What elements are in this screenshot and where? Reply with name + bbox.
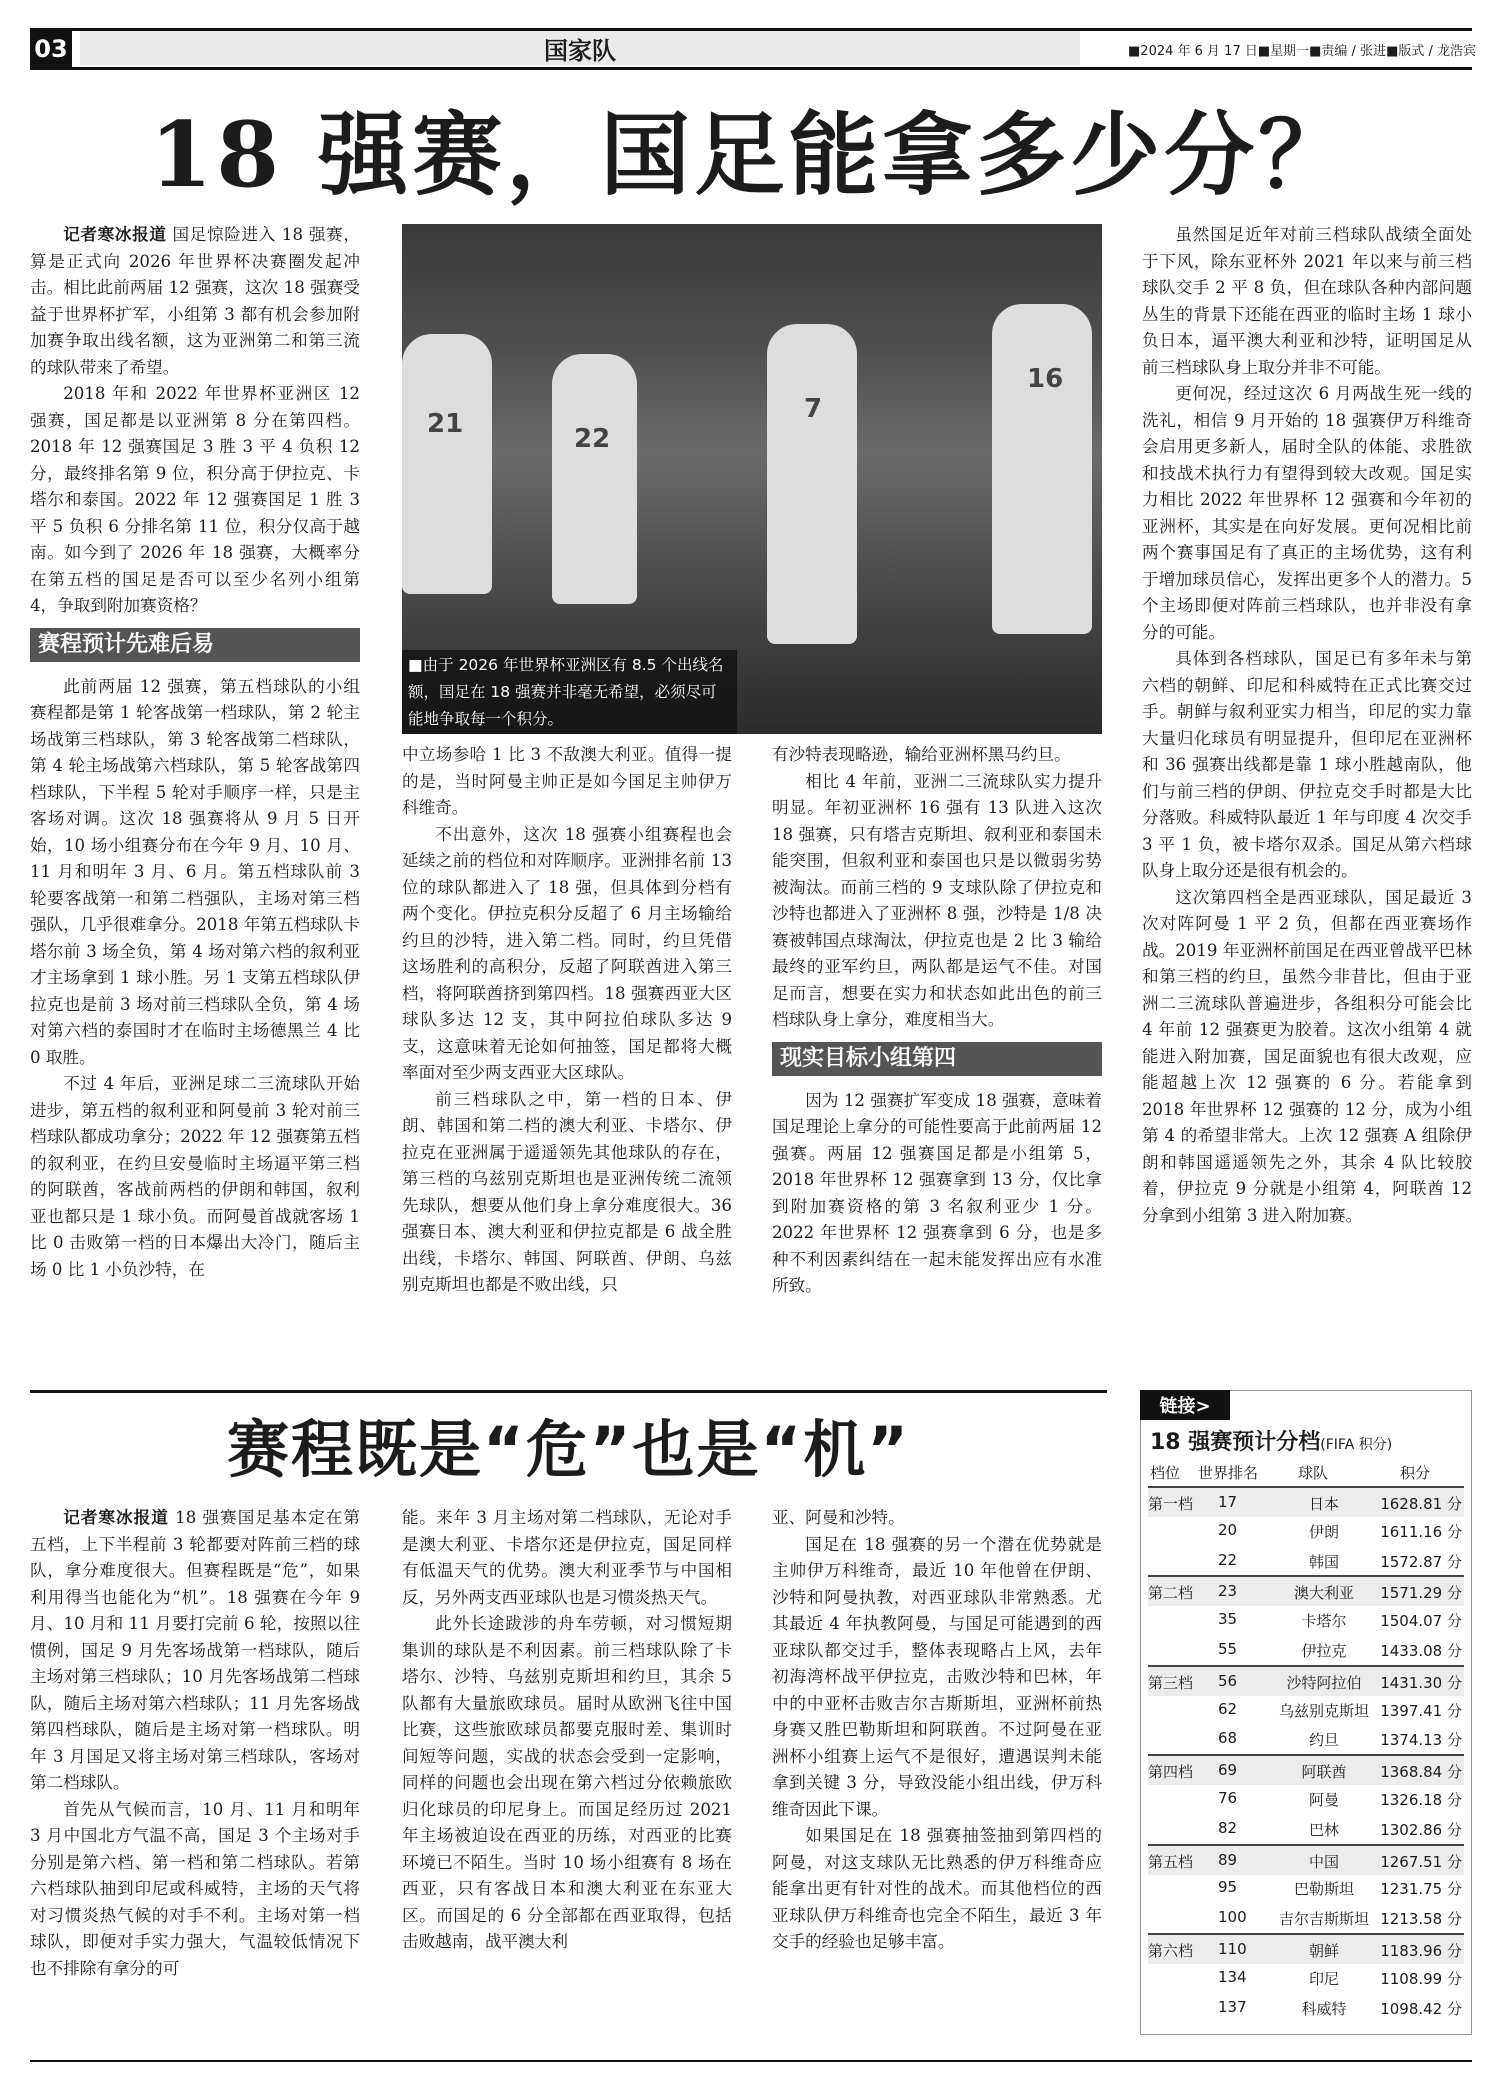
- page-number: 03: [30, 28, 72, 70]
- cell-points: 1368.84 分: [1380, 1763, 1462, 1782]
- jersey-number: 21: [427, 409, 464, 439]
- cell-rank: 137: [1218, 1997, 1247, 2016]
- cell-rank: 95: [1218, 1878, 1238, 1897]
- cell-team: 伊拉克: [1301, 1642, 1347, 1660]
- cell-tier: 第三档: [1148, 1673, 1194, 1692]
- table-row: [1148, 1665, 1464, 1696]
- table-row: [1148, 1903, 1464, 1932]
- paragraph: [772, 1532, 1102, 1824]
- paragraph-text: 2018 年和 2022 年世界杯亚洲区 12 强赛，国足都是以亚洲第 8 分在第四档。2018 年 12 强赛国足 3 胜 3 平 4 负积 12 分，最终排名第 9 位，积分高于伊拉克、卡塔尔和泰国。2022 年 12 强赛国足 1 胜 3 平 5 负积 6 分排名第 11 位，积分仅高于越南。如今到了 2026 年 18 强赛，大概率分在第五档的国足是否可以至少名列小组第 4，争取到附加赛资格？: [30, 384, 360, 615]
- paragraph: [772, 1505, 1102, 1532]
- article1-column-1: [30, 222, 360, 1382]
- table-row: [1148, 1486, 1464, 1517]
- table-header: [1150, 1462, 1462, 1488]
- sidebar-tag: 链接>: [1140, 1390, 1230, 1420]
- paragraph: [402, 1611, 732, 1956]
- cell-team: 韩国: [1308, 1552, 1339, 1571]
- table-row: [1148, 1635, 1464, 1664]
- paragraph-text: 18 强赛国足基本定在第五档，上下半程前 3 轮都要对阵前三档的球队，拿分难度很大。但赛程既是“危”，如果利用得当也能化为“机”。18 强赛在今年 9 月、10 月和 11 月要打完前 6 轮，按照以往惯例，国足 9 月先客场战第一档球队，随后主场对第三档球队；10 月先客场战第二档球队，随后主场对第六档球队；11 月先客场战第四档球队，随后是主场对第一档球队。明年 3 月国足又将主场对第三档球队，客场对第二档球队。: [30, 1508, 360, 1792]
- article2-column-2: [402, 1505, 732, 2050]
- cell-tier: 第二档: [1148, 1584, 1194, 1603]
- cell-tier: 第四档: [1148, 1763, 1194, 1782]
- paragraph: [402, 1087, 732, 1299]
- paragraph-text: 亚、阿曼和沙特。: [772, 1508, 905, 1527]
- article2-column-3: [772, 1505, 1102, 2050]
- paragraph-text: 相比 4 年前，亚洲二三流球队实力提升明显。年初亚洲杯 16 强有 13 队进入这次 18 强赛，只有塔吉克斯坦、叙利亚和泰国未能突围，但叙利亚和泰国也只是以微弱劣势被淘汰。而前三档的 9 支球队除了伊拉克和沙特也都进入了亚洲杯 8 强，沙特是 1/8 决赛被韩国点球淘汰，伊拉克也是 2 比 3 输给最终的亚军约旦，两队都是运气不佳。对国足而言，想要在实力和状态如此出色的前三档球队身上拿分，难度相当大。: [772, 771, 1102, 1029]
- paragraph: [30, 222, 360, 381]
- paragraph: [772, 1823, 1102, 1956]
- paragraph-text: 此外长途跋涉的舟车劳顿，对习惯短期集训的球队是不利因素。前三档球队除了卡塔尔、沙特、乌兹别克斯坦和约旦，其余 5 队都有大量旅欧球员。届时从欧洲飞往中国比赛，这些旅欧球员都要克服时差、集训时间短等问题，实战的状态会受到一定影响，同样的问题也会出现在第六档过分依赖旅欧归化球员的印尼身上。而国足经历过 2021 年主场被迫设在西亚的历练，对西亚的比赛环境已不陌生。当时 10 场小组赛有 8 场在西亚，只有客战日本和澳大利亚在东亚大区。而国足的 6 分全部都在西亚取得，包括击败越南，战平澳大利: [402, 1614, 732, 1951]
- player-figure: [767, 324, 857, 644]
- cell-rank: 82: [1218, 1818, 1238, 1837]
- paragraph: [30, 674, 360, 1072]
- paragraph-text: 有沙特表现略逊，输给亚洲杯黑马约旦。: [772, 745, 1071, 764]
- cell-rank: 68: [1218, 1729, 1238, 1748]
- cell-rank: 134: [1218, 1967, 1247, 1986]
- table-row: [1148, 1844, 1464, 1875]
- table-body: [1148, 1486, 1464, 2026]
- cell-team: 日本: [1308, 1495, 1339, 1513]
- cell-team: 吉尔吉斯斯坦: [1278, 1910, 1369, 1929]
- table-row: [1148, 1754, 1464, 1785]
- cell-team: 沙特阿拉伯: [1286, 1673, 1362, 1692]
- bottom-rule: [30, 2060, 1472, 2062]
- subheading: 现实目标小组第四: [772, 1042, 1102, 1076]
- table-row: [1148, 1516, 1464, 1545]
- paragraph: [30, 1797, 360, 1983]
- cell-rank: 22: [1218, 1550, 1238, 1569]
- cell-points: 1397.41 分: [1380, 1701, 1462, 1720]
- cell-points: 1433.08 分: [1380, 1642, 1462, 1660]
- paragraph: [402, 1505, 732, 1611]
- paragraph: [1142, 381, 1472, 646]
- byline: 记者寒冰报道: [63, 225, 167, 244]
- paragraph-text: 不出意外，这次 18 强赛小组赛程也会延续之前的档位和对阵顺序。亚洲排名前 13 位的球队都进入了 18 强，但具体到分档有两个变化。伊拉克积分反超了 6 月主场输给约旦的沙特，进入第二档。同时，约旦凭借这场胜利的高积分，反超了阿联酋进入第三档，将阿联酋挤到第四档。18 强赛西亚大区球队多达 12 支，其中阿拉伯球队多达 9 支，这意味着无论如何抽签，国足都将大概率面对至少两支西亚大区球队。: [402, 824, 732, 1082]
- paragraph: [1142, 222, 1472, 381]
- byline: 记者寒冰报道: [63, 1508, 169, 1527]
- cell-team: 科威特: [1301, 1999, 1347, 2018]
- paragraph-text: 虽然国足近年对前三档球队战绩全面处于下风，除东亚杯外 2021 年以来与前三档球队交手 2 平 8 负，但在球队各种内部问题丛生的背景下还能在西亚的临时主场 1 球小负日本，逼平澳大利亚和沙特，证明国足从前三档球队身上取分并非不可能。: [1142, 225, 1472, 377]
- sidebar-title-text: 18 强赛预计分档: [1150, 1430, 1321, 1455]
- cell-team: 巴勒斯坦: [1293, 1880, 1354, 1899]
- jersey-number: 16: [1027, 364, 1064, 394]
- paragraph: [772, 769, 1102, 1034]
- paragraph-text: 中立场参哈 1 比 3 不敌澳大利亚。值得一提的是，当时阿曼主帅正是如今国足主帅伊万科维奇。: [402, 745, 732, 817]
- table-row: [1148, 1695, 1464, 1724]
- paragraph-text: 国足惊险进入 18 强赛，算是正式向 2026 年世界杯决赛圈发起冲击。相比此前两届 12 强赛，这次 18 强赛受益于世界杯扩军，小组第 3 都有机会参加附加赛争取出线名额，这为亚洲第二和第三流的球队带来了希望。: [30, 225, 360, 377]
- paragraph: [1142, 885, 1472, 1230]
- cell-rank: 62: [1218, 1699, 1238, 1718]
- cell-rank: 110: [1218, 1940, 1247, 1958]
- cell-points: 1571.29 分: [1380, 1584, 1462, 1603]
- cell-points: 1213.58 分: [1380, 1910, 1462, 1929]
- cell-points: 1572.87 分: [1380, 1552, 1462, 1571]
- cell-tier: 第五档: [1148, 1852, 1194, 1871]
- cell-rank: 89: [1218, 1850, 1238, 1869]
- paragraph: [402, 822, 732, 1087]
- table-row: [1148, 1933, 1464, 1964]
- photo-caption: ■由于 2026 年世界杯亚洲区有 8.5 个出线名额，国足在 18 强赛并非毫无希望，必须尽可能地争取每一个积分。: [402, 650, 737, 734]
- article1-column-4: [1142, 222, 1472, 1382]
- header-rank: 世界排名: [1198, 1464, 1259, 1482]
- player-figure: [402, 334, 492, 594]
- cell-points: 1374.13 分: [1380, 1731, 1462, 1750]
- cell-points: 1098.42 分: [1380, 1999, 1462, 2018]
- section-title: 国家队: [80, 31, 1080, 65]
- jersey-number: 22: [574, 424, 611, 454]
- paragraph-text: 因为 12 强赛扩军变成 18 强赛，意味着国足理论上拿分的可能性要高于此前两届 12 强赛。两届 12 强赛国足都是小组第 5，2018 年世界杯 12 强赛拿到 13 分，仅比拿到附加赛资格的第 3 名叙利亚少 1 分。2022 年世界杯 12 强赛拿到 6 分，也是多种不利因素纠结在一起未能发挥出应有水准所致。: [772, 1090, 1102, 1295]
- paragraph-text: 国足在 18 强赛的另一个潜在优势就是主帅伊万科维奇，最近 10 年他曾在伊朗、沙特和阿曼执教，对西亚球队非常熟悉。尤其最近 4 年执教阿曼，与国足可能遇到的西亚球队都交过手，整体表现略占上风，去年初海湾杯战平伊拉克，击败沙特和巴林，年中的中亚杯击败吉尔吉斯斯坦，亚洲杯前热身赛又胜巴勒斯坦和阿联酋。不过阿曼在亚洲杯小组赛上运气不是很好，遭遇误判未能拿到关键 3 分，导致没能小组出线，伊万科维奇因此下课。: [772, 1534, 1102, 1819]
- cell-team: 约旦: [1308, 1731, 1339, 1750]
- cell-team: 巴林: [1308, 1820, 1339, 1839]
- cell-rank: 100: [1218, 1908, 1247, 1927]
- cell-points: 1231.75 分: [1380, 1880, 1462, 1899]
- cell-points: 1504.07 分: [1380, 1612, 1462, 1631]
- cell-points: 1611.16 分: [1380, 1522, 1462, 1541]
- cell-team: 阿联酋: [1301, 1763, 1347, 1782]
- header-points: 积分: [1400, 1464, 1431, 1482]
- cell-rank: 76: [1218, 1789, 1238, 1807]
- sidebar-title-note: (FIFA 积分): [1320, 1437, 1393, 1453]
- paragraph: [772, 742, 1102, 769]
- cell-rank: 56: [1218, 1671, 1238, 1690]
- table-row: [1148, 1784, 1464, 1813]
- cell-tier: 第六档: [1148, 1942, 1194, 1960]
- paragraph-text: 首先从气候而言，10 月、11 月和明年 3 月中国北方气温不高，国足 3 个主场对手分别是第六档、第一档和第二档球队。若第六档球队抽到印尼或科威特，主场的天气将对习惯炎热气候的对手不利。主场对第一档球队，即便对手实力强大，气温较低情况下也不排除有拿分的可: [30, 1799, 360, 1978]
- cell-points: 1326.18 分: [1380, 1791, 1462, 1809]
- cell-team: 卡塔尔: [1301, 1612, 1347, 1631]
- paragraph: [30, 1071, 360, 1283]
- sidebar-title: [1150, 1425, 1470, 1459]
- cell-team: 澳大利亚: [1293, 1584, 1354, 1603]
- paragraph-text: 不过 4 年后，亚洲足球二三流球队开始进步，第五档的叙利亚和阿曼前 3 轮对前三档球队都成功拿分；2022 年 12 强赛第五档的叙利亚，在约旦安曼临时主场逼平第三档的阿联酋，客战前两档的伊朗和韩国，叙利亚也都只是 1 球小负。而阿曼首战就客场 1 比 0 击败第一档的日本爆出大冷门，随后主场 0 比 1 小负沙特，在: [30, 1074, 360, 1279]
- cell-team: 伊朗: [1308, 1522, 1339, 1541]
- paragraph: [402, 742, 732, 822]
- header-tier: 档位: [1150, 1464, 1181, 1482]
- table-row: [1148, 1963, 1464, 1992]
- table-row: [1148, 1993, 1464, 2022]
- article2-headline: 赛程既是“危”也是“机”: [227, 1413, 910, 1486]
- paragraph-text: 这次第四档全是西亚球队，国足最近 3 次对阵阿曼 1 平 2 负，但都在西亚赛场作战。2019 年亚洲杯前国足在西亚曾战平巴林和第三档的约旦，虽然今非昔比，但由于亚洲二三流球队普遍进步，各组积分可能会比 4 年前 12 强赛更为胶着。这次小组第 4 就能进入附加赛，国足面貌也有很大改观，应能超越上次 12 强赛的 6 分。若能拿到 2018 年世界杯 12 强赛的 12 分，成为小组第 4 的希望非常大。上次 12 强赛 A 组除伊朗和韩国遥遥领先之外，其余 4 队比较胶着，伊拉克 9 分就是小组第 4，阿联酋 12 分拿到小组第 3 进入附加赛。: [1142, 887, 1472, 1225]
- paragraph: [30, 1505, 360, 1797]
- paragraph-text: 具体到各档球队，国足已有多年未与第六档的朝鲜、印尼和科威特在正式比赛交过手。朝鲜与叙利亚实力相当，印尼的实力靠大量归化球员有明显提升，但印尼在亚洲杯和 36 强赛出线都是靠 1 球小胜越南队，他们与前三档的伊朗、伊拉克交手时都是大比分落败。科威特队最近 1 年与印度 4 次交手 3 平 1 负，被卡塔尔双杀。国足从第六档球队身上取分还是很有机会的。: [1142, 649, 1472, 880]
- cell-rank: 69: [1218, 1761, 1238, 1780]
- table-row: [1148, 1873, 1464, 1902]
- cell-team: 阿曼: [1308, 1791, 1339, 1809]
- divider: [30, 1390, 1107, 1393]
- paragraph: [30, 381, 360, 620]
- paragraph-text: 前三档球队之中，第一档的日本、伊朗、韩国和第二档的澳大利亚、卡塔尔、伊拉克在亚洲属于遥遥领先其他球队的存在，第三档的乌兹别克斯坦也是亚洲传统二流领先球队，想要从他们身上拿分难度很大。36 强赛日本、澳大利亚和伊拉克都是 6 战全胜出线，卡塔尔、韩国、阿联酋、伊朗、乌兹别克斯坦也都是不败出线，只: [402, 1089, 732, 1294]
- paragraph-text: 如果国足在 18 强赛抽签抽到第四档的阿曼，对这支球队无比熟悉的伊万科维奇应能拿出更有针对性的战术。而其他档位的西亚球队伊万科维奇也完全不陌生，最近 3 年交手的经验也足够丰富。: [772, 1826, 1102, 1951]
- cell-tier: 第一档: [1148, 1495, 1194, 1513]
- article1-column-2: [402, 742, 732, 1382]
- paragraph-text: 更何况，经过这次 6 月两战生死一线的洗礼，相信 9 月开始的 18 强赛伊万科维奇会启用更多新人，届时全队的体能、求胜欲和技战术执行力有望得到较大改观。国足实力相比 2022 年世界杯 12 强赛和今年初的亚洲杯，其实是在向好发展。更何况相比前两个赛事国足有了真正的主场优势，这有利于增加球员信心，发挥出更多个人的潜力。5 个主场即便对阵前三档球队，也并非没有拿分的可能。: [1142, 384, 1472, 642]
- cell-rank: 23: [1218, 1582, 1238, 1601]
- paragraph: [772, 1088, 1102, 1300]
- jersey-number: 7: [804, 394, 823, 424]
- subheading: 赛程预计先难后易: [30, 628, 360, 662]
- cell-points: 1183.96 分: [1380, 1942, 1462, 1960]
- cell-points: 1108.99 分: [1380, 1969, 1462, 1988]
- article1-column-3: [772, 742, 1102, 1382]
- cell-rank: 35: [1218, 1610, 1238, 1629]
- paragraph-text: 能。来年 3 月主场对第二档球队，无论对手是澳大利亚、卡塔尔还是伊拉克，国足同样有低温天气的优势。澳大利亚季节与中国相反，另外两支西亚球队也是习惯炎热天气。: [402, 1508, 732, 1607]
- cell-points: 1302.86 分: [1380, 1820, 1462, 1839]
- paragraph: [1142, 646, 1472, 885]
- dateline: ■2024 年 6 月 17 日■星期一■责编 / 张进■版式 / 龙浩宾: [1128, 43, 1476, 59]
- article2-column-1: [30, 1505, 360, 2050]
- player-figure: [992, 304, 1092, 634]
- paragraph-text: 此前两届 12 强赛，第五档球队的小组赛程都是第 1 轮客战第一档球队，第 2 轮主场战第三档球队，第 3 轮客战第二档球队，第 4 轮主场战第六档球队，第 5 轮客战第四档球队，下半程 5 轮对手顺序一样，只是主客场对调。这次 18 强赛将从 9 月 5 日开始，10 场小组赛分布在今年 9 月、10 月、11 月和明年 3 月、6 月。第五档球队前 3 轮要客战第一和第二档强队，主场对第三档强队，几乎很难拿分。2018 年第五档球队卡塔尔前 3 场全负，第 4 场对第六档的叙利亚才主场拿到 1 球小胜。另 1 支第五档球队伊拉克也是前 3 场对前三档球队全负，第 4 场对第六档的泰国时才在临时主场德黑兰 4 比 0 取胜。: [30, 676, 360, 1067]
- cell-team: 乌兹别克斯坦: [1278, 1701, 1369, 1720]
- table-row: [1148, 1605, 1464, 1634]
- cell-team: 朝鲜: [1308, 1942, 1339, 1960]
- cell-points: 1431.30 分: [1380, 1673, 1462, 1692]
- table-row: [1148, 1546, 1464, 1575]
- main-headline: 18 强赛，国足能拿多少分？: [149, 102, 1353, 208]
- cell-rank: 20: [1218, 1520, 1238, 1539]
- player-figure: [552, 354, 637, 604]
- header-team: 球队: [1298, 1464, 1329, 1482]
- cell-points: 1628.81 分: [1380, 1495, 1462, 1513]
- table-row: [1148, 1575, 1464, 1606]
- table-row: [1148, 1724, 1464, 1753]
- table-row: [1148, 1814, 1464, 1843]
- cell-team: 中国: [1308, 1852, 1339, 1871]
- cell-points: 1267.51 分: [1380, 1852, 1462, 1871]
- cell-team: 印尼: [1308, 1969, 1339, 1988]
- cell-rank: 17: [1218, 1493, 1238, 1511]
- cell-rank: 55: [1218, 1640, 1238, 1658]
